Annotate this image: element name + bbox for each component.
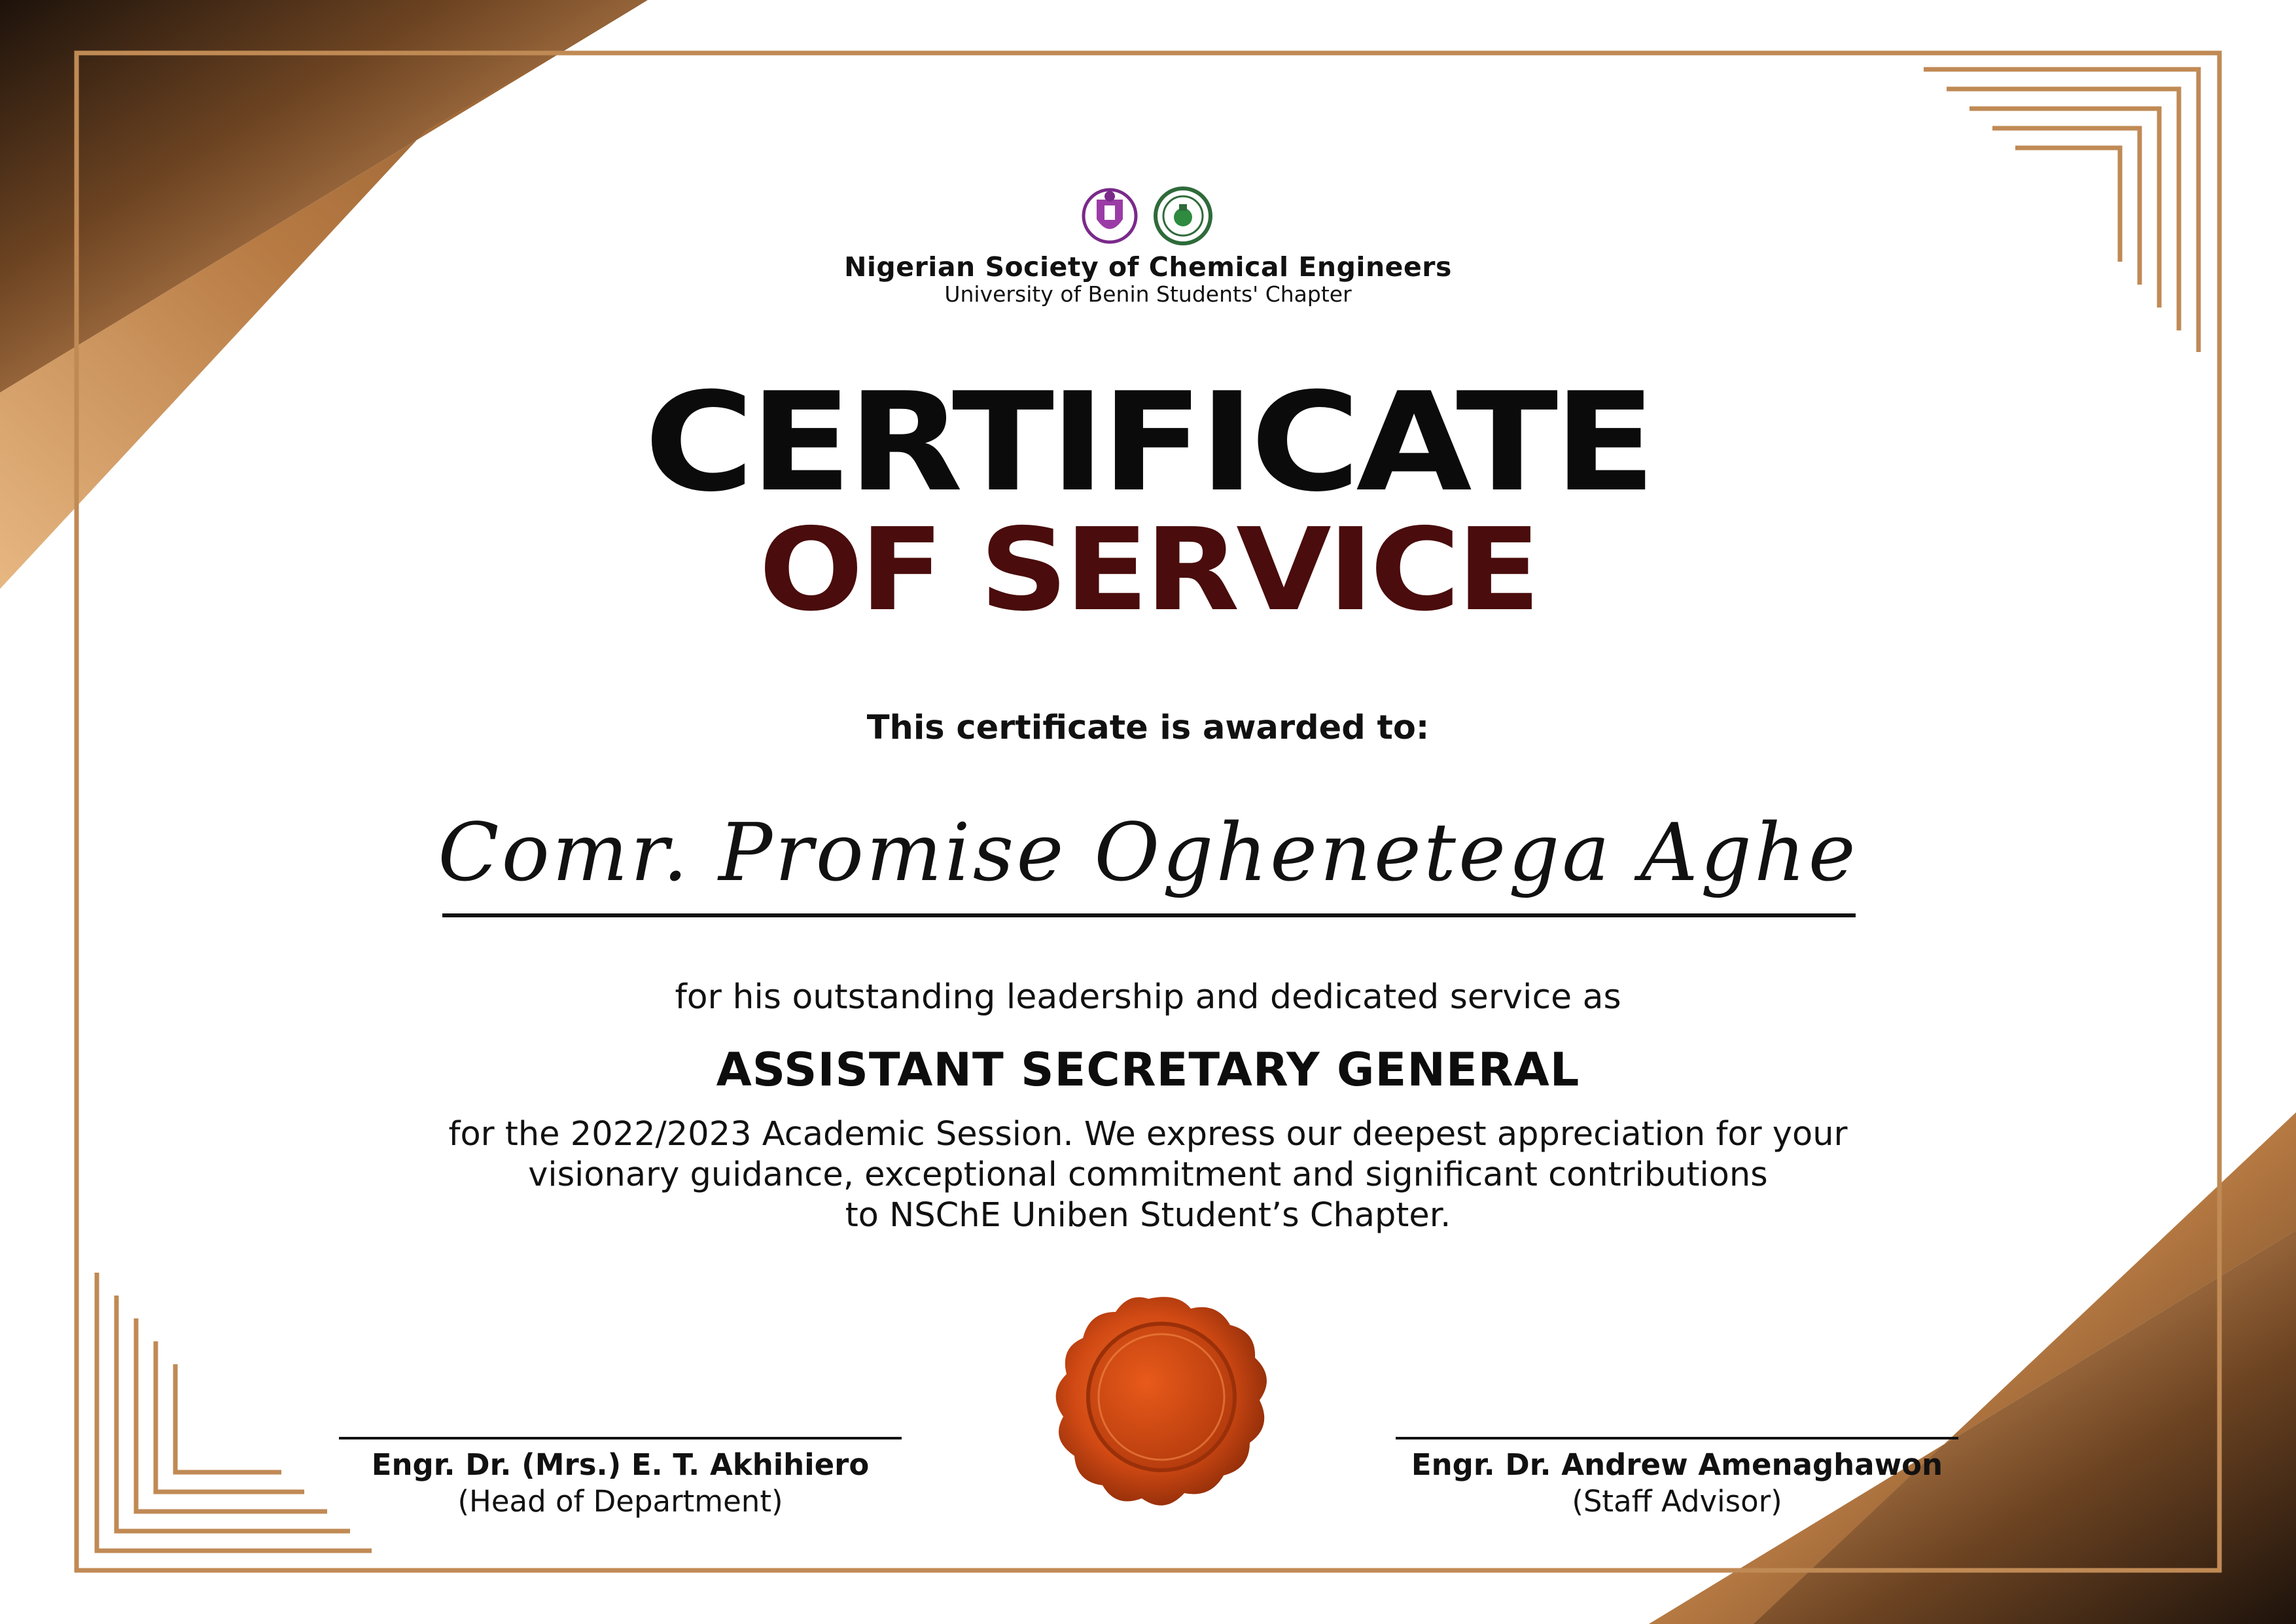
- signature-line-right: [1396, 1437, 1958, 1439]
- top-right-corner-lines: [1924, 69, 2199, 352]
- role-title: ASSISTANT SECRETARY GENERAL: [716, 1043, 1580, 1097]
- signatory-title-right: (Staff Advisor): [1572, 1484, 1782, 1519]
- certificate-subtitle: OF SERVICE: [758, 504, 1538, 637]
- certificate-title: CERTIFICATE: [644, 364, 1652, 522]
- signatory-name-left: Engr. Dr. (Mrs.) E. T. Akhihiero: [371, 1447, 870, 1482]
- award-reason: for his outstanding leadership and dedicated service as: [675, 978, 1621, 1017]
- awarded-label: This certificate is awarded to:: [866, 709, 1430, 747]
- signatory-name-right: Engr. Dr. Andrew Amenaghawon: [1411, 1447, 1943, 1482]
- signatory-title-left: (Head of Department): [457, 1484, 783, 1519]
- organization-chapter: University of Benin Students' Chapter: [944, 281, 1352, 307]
- signature-line-left: [339, 1437, 902, 1439]
- recipient-underline: [442, 913, 1856, 917]
- recipient-name: Comr. Promise Oghenetega Aghe: [438, 806, 1858, 899]
- organization-name: Nigerian Society of Chemical Engineers: [844, 251, 1452, 283]
- award-body: for the 2022/2023 Academic Session. We express our deepest appreciation for your visionary guidance, exceptional commitment and significant contributions to NSChE Uniben Student’s Chapter.: [448, 1115, 1848, 1235]
